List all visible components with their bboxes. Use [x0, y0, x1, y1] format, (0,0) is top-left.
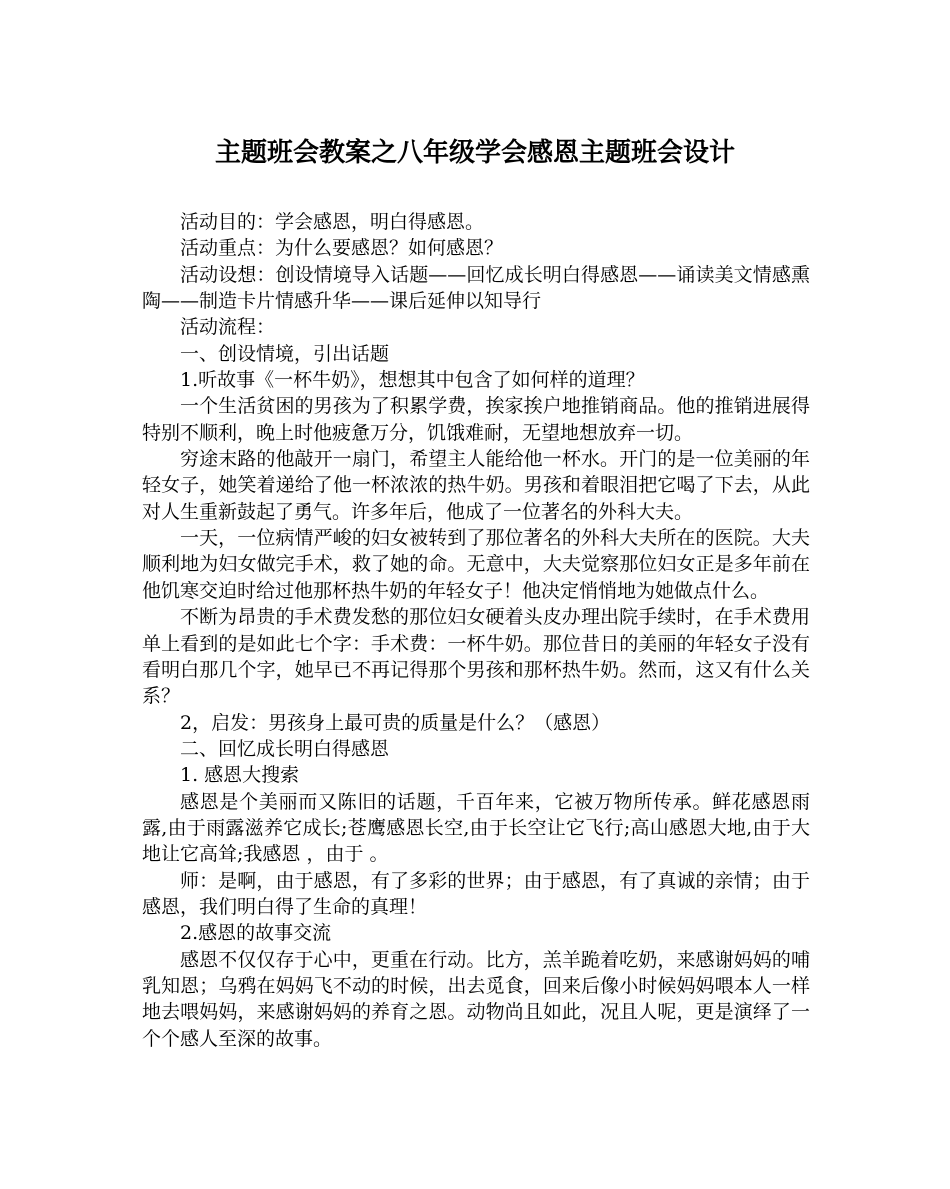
- paragraph-story-1: 一个生活贫困的男孩为了积累学费，挨家挨户地推销商品。他的推销进展得特别不顺利，晚上时他疲惫万分，饥饿难耐，无望地想放弃一切。: [142, 395, 810, 444]
- document-title: 主题班会教案之八年级学会感恩主题班会设计: [214, 138, 735, 168]
- document-body: [142, 209, 810, 1052]
- subheading-story-exchange: 2.感恩的故事交流: [180, 922, 332, 945]
- paragraph-goal: 活动目的：学会感恩，明白得感恩。: [180, 211, 485, 233]
- paragraph-story-3: 一天，一位病情严峻的妇女被转到了那位著名的外科大夫所在的医院。大夫顺利地为妇女做完手术，救了她的命。无意中，大夫觉察那位妇女正是多年前在他饥寒交迫时给过他那杯热牛奶的年轻女子！他决定悄悄地为她做点什么。: [142, 527, 810, 602]
- paragraph-story-4: 不断为昂贵的手术费发愁的那位妇女硬着头皮办理出院手续时，在手术费用单上看到的是如此七个字：手术费：一杯牛奶。那位昔日的美丽的年轻女子没有看明白那几个字，她早已不再记得那个男孩和那杯热牛奶。然而，这又有什么关系？: [142, 606, 810, 708]
- subheading-story: 1.听故事《一杯牛奶》，想想其中包含了如何样的道理？: [180, 369, 645, 392]
- section-heading-1: 一、创设情境，引出话题: [180, 342, 390, 365]
- paragraph-concept: 活动设想：创设情境导入话题——回忆成长明白得感恩——诵读美文情感熏陶——制造卡片情感升华——课后延伸以知导行: [142, 263, 810, 313]
- paragraph-process-heading: 活动流程：: [180, 316, 276, 339]
- paragraph-teacher: 师：是啊，由于感恩，有了多彩的世界；由于感恩，有了真诚的亲情；由于感恩，我们明白得了生命的真理！: [142, 869, 810, 918]
- paragraph-story-2: 穷途末路的他敲开一扇门，希望主人能给他一杯水。开门的是一位美丽的年轻女子，她笑着递给了他一杯浓浓的热牛奶。男孩和着眼泪把它喝了下去，从此对人生重新鼓起了勇气。许多年后，他成了一位著名的外科大夫。: [142, 448, 810, 523]
- paragraph-focus: 活动重点：为什么要感恩？如何感恩？: [180, 237, 504, 260]
- subheading-search: 1. 感恩大搜索: [180, 764, 300, 787]
- paragraph-gratitude: 感恩是个美丽而又陈旧的话题，千百年来，它被万物所传承。鲜花感恩雨露,由于雨露滋养它成长;苍鹰感恩长空,由于长空让它飞行;高山感恩大地,由于大地让它高耸;我感恩 ，由于 。: [142, 790, 810, 866]
- section-heading-2: 二、回忆成长明白得感恩: [180, 737, 390, 760]
- paragraph-action: 感恩不仅仅存于心中，更重在行动。比方，羔羊跪着吃奶，来感谢妈妈的哺乳知恩；乌鸦在妈妈飞不动的时候，出去觅食，回来后像小时候妈妈喂本人一样地去喂妈妈，来感谢妈妈的养育之恩。动物尚且如此，况且人呢，更是演绎了一个个感人至深的故事。: [142, 948, 810, 1050]
- subheading-inspiration: 2，启发：男孩身上最可贵的质量是什么？（感恩）: [180, 711, 611, 734]
